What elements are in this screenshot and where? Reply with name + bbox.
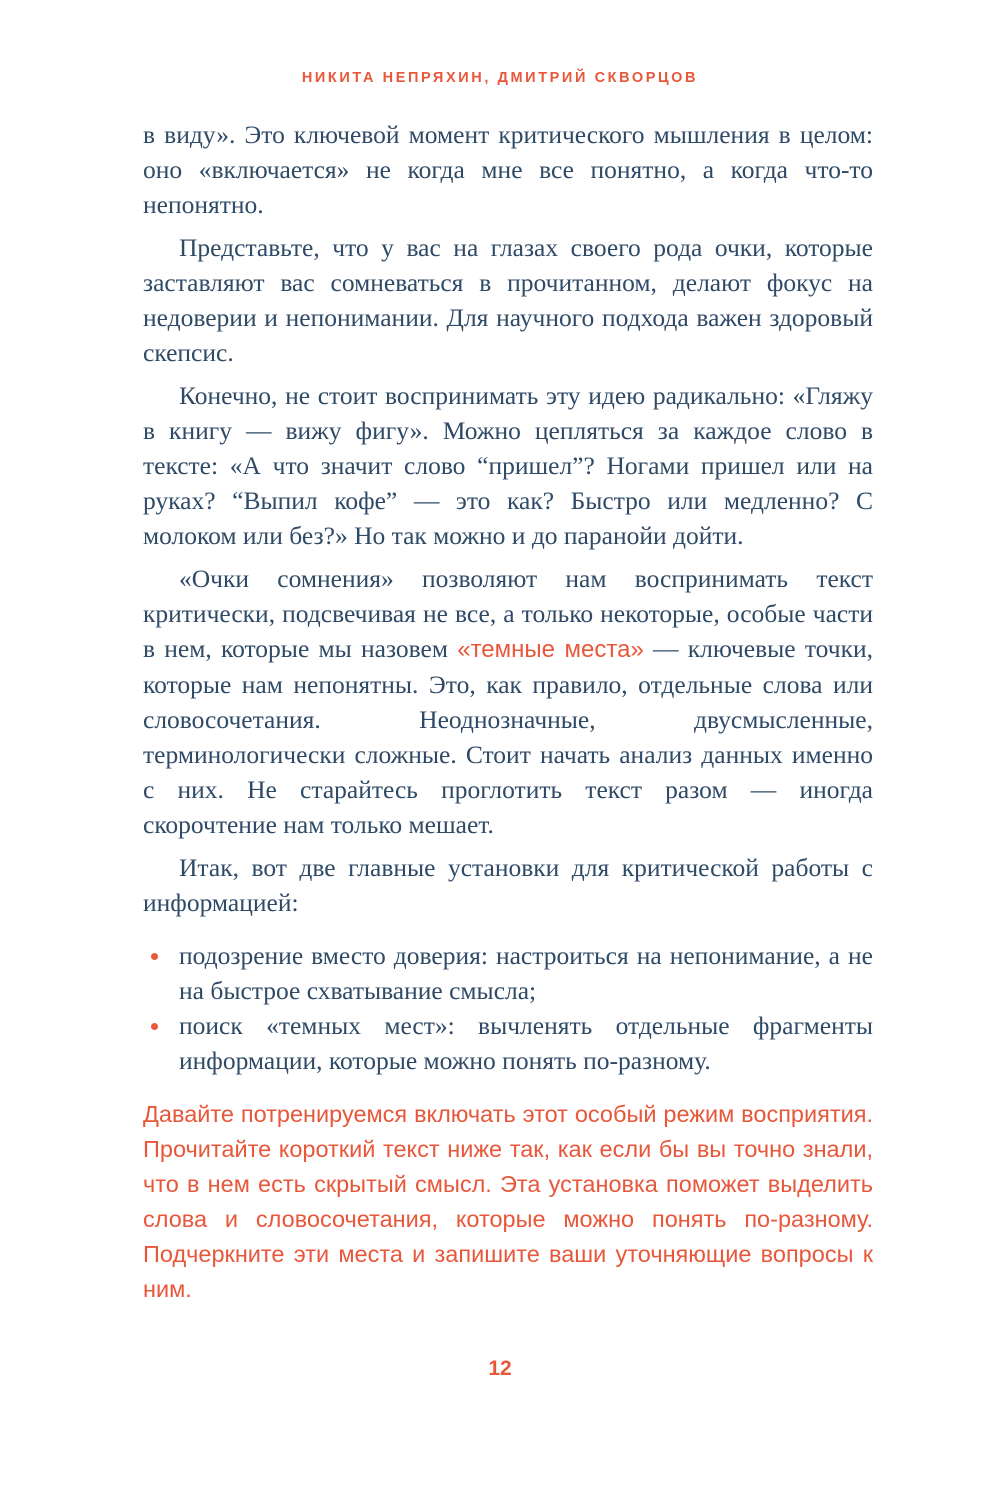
main-text [143,117,873,1078]
list-item-text: подозрение вместо доверия: настроиться на непонимание, а не на быстрое схватывание смысла; [179,941,873,1005]
highlight-term: «темные места» [457,636,644,663]
paragraph-4 [143,561,873,842]
paragraph-1: в виду». Это ключевой момент критического мышления в целом: оно «включается» не когда мне все понятно, а когда что-то непонятно. [143,120,873,219]
list-item [143,938,873,1008]
running-header: НИКИТА НЕПРЯХИН, ДМИТРИЙ СКВОРЦОВ [301,70,699,86]
exercise-text: Давайте потренируемся включать этот особый режим восприятия. Прочитайте короткий текст ниже так, как если бы вы точно знали, что в нем есть скрытый смысл. Эта установка поможет выделить слова и словосочетания, которые можно понять по-разному. Подчеркните эти места и запишите ваши уточняющие вопросы к ним. [143,1101,873,1302]
paragraph-5: Итак, вот две главные установки для критической работы с информацией: [143,853,873,917]
paragraph-2: Представьте, что у вас на глазах своего рода очки, которые заставляют вас сомневаться в прочитанном, делают фокус на недоверии и непонимании. Для научного подхода важен здоровый скепсис. [143,233,873,367]
paragraph-4-after: — ключевые точки, которые нам непонятны. Это, как правило, отдельные слова или словосочетания. Неоднозначные, двусмысленные, терминологически сложные. Стоит начать анализ данных именно с них. Не старайтесь проглотить текст разом — иногда скорочтение нам только мешает. [143,634,873,839]
bullet-list [143,938,873,1078]
paragraph-3: Конечно, не стоит воспринимать эту идею радикально: «Гляжу в книгу — вижу фигу». Можно цепляться за каждое слово в тексте: «А что значит слово “пришел”? Ногами пришел или на руках? “Выпил кофе” — это как? Быстро или медленно? С молоком или без?» Но так можно и до паранойи дойти. [143,381,873,550]
bullet-dot-icon [151,1023,158,1030]
paragraph-4-before: «Очки сомнения» позволяют нам воспринимать текст критически, подсвечивая не все, а только некоторые, особые части в нем, которые мы назовем [143,564,873,663]
bullet-dot-icon [151,953,158,960]
page-number: 12 [488,1357,512,1380]
list-item [143,1008,873,1078]
list-item-text: поиск «темных мест»: вычленять отдельные фрагменты информации, которые можно понять по-разному. [179,1011,873,1075]
